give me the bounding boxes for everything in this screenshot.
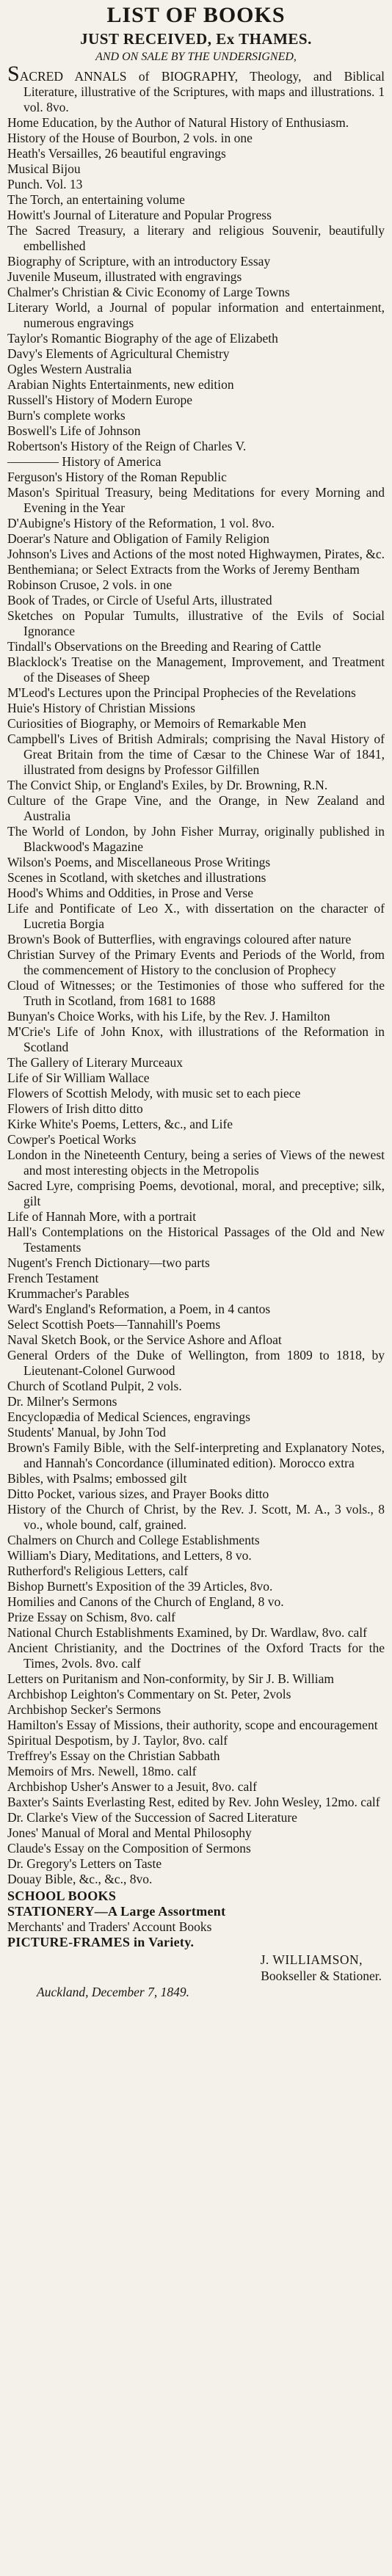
list-item: Cloud of Witnesses; or the Testimonies of those who suffered for the Truth in Scotland, from 1681 to 1688 xyxy=(7,978,385,1008)
list-item: Christian Survey of the Primary Events and Periods of the World, from the commencement of History to the conclusion of Prophecy xyxy=(7,947,385,977)
account-books-line: Merchants' and Traders' Account Books xyxy=(7,1919,212,1934)
list-item: Wilson's Poems, and Miscellaneous Prose Writings xyxy=(7,855,271,869)
list-item: Ancient Christianity, and the Doctrines of the Oxford Tracts for the Times, 2vols. 8vo. calf xyxy=(7,1641,385,1671)
list-item: Russell's History of Modern Europe xyxy=(7,393,193,407)
list-item: Book of Trades, or Circle of Useful Arts, illustrated xyxy=(7,593,272,607)
list-item: Johnson's Lives and Actions of the most noted Highwaymen, Pirates, &c. xyxy=(7,547,385,561)
list-item: Ditto Pocket, various sizes, and Prayer Books ditto xyxy=(7,1486,269,1501)
list-item: Scenes in Scotland, with sketches and illustrations xyxy=(7,870,266,885)
list-item: Archbishop Usher's Answer to a Jesuit, 8vo. calf xyxy=(7,1779,257,1794)
list-item: Chalmer's Christian & Civic Economy of Large Towns xyxy=(7,285,290,299)
list-item: French Testament xyxy=(7,1271,99,1285)
book-list xyxy=(7,62,385,1887)
list-item: Boswell's Life of Johnson xyxy=(7,423,141,438)
list-item: The Gallery of Literary Murceaux xyxy=(7,1055,184,1070)
list-item: General Orders of the Duke of Wellington, from 1809 to 1818, by Lieutenant-Colonel Gurwood xyxy=(7,1348,385,1378)
list-item: Archbishop Secker's Sermons xyxy=(7,1702,161,1717)
list-item: William's Diary, Meditations, and Letters, 8 vo. xyxy=(7,1548,252,1563)
list-item: Encyclopædia of Medical Sciences, engravings xyxy=(7,1409,250,1424)
list-item: Cowper's Poetical Works xyxy=(7,1132,137,1147)
list-item: Kirke White's Poems, Letters, &c., and Life xyxy=(7,1117,233,1131)
list-item: Life of Hannah More, with a portrait xyxy=(7,1209,197,1224)
picture-frames-line: PICTURE-FRAMES in Variety. xyxy=(7,1935,195,1949)
list-item: Krummacher's Parables xyxy=(7,1286,129,1301)
list-item: Letters on Puritanism and Non-conformity, by Sir J. B. William xyxy=(7,1671,335,1686)
footer xyxy=(7,1889,385,2000)
list-item: Culture of the Grape Vine, and the Orange, in New Zealand and Australia xyxy=(7,793,385,823)
list-item: Flowers of Irish ditto ditto xyxy=(7,1101,143,1116)
list-item: Douay Bible, &c., &c., 8vo. xyxy=(7,1872,153,1886)
list-item: Robinson Crusoe, 2 vols. in one xyxy=(7,577,173,592)
list-item: Prize Essay on Schism, 8vo. calf xyxy=(7,1610,175,1624)
list-item: History of the House of Bourbon, 2 vols. in one xyxy=(7,131,253,145)
list-item: Archbishop Leighton's Commentary on St. Peter, 2vols xyxy=(7,1687,291,1701)
list-item: D'Aubigne's History of the Reformation, 1 vol. 8vo. xyxy=(7,516,275,530)
list-item: Flowers of Scottish Melody, with music set to each piece xyxy=(7,1086,301,1101)
list-item: Life of Sir William Wallace xyxy=(7,1070,150,1085)
list-item: The Sacred Treasury, a literary and religious Souvenir, beautifully embellished xyxy=(7,223,385,253)
list-item: Burn's complete works xyxy=(7,408,126,423)
list-item: Biography of Scripture, with an introductory Essay xyxy=(7,254,271,269)
list-item: Musical Bijou xyxy=(7,161,81,176)
list-item: Chalmers on Church and College Establishments xyxy=(7,1533,260,1547)
list-item: Homilies and Canons of the Church of England, 8 vo. xyxy=(7,1594,284,1609)
list-item: London in the Nineteenth Century, being a series of Views of the newest and most interesting objects in the Metropolis xyxy=(7,1147,385,1178)
signature-title: Bookseller & Stationer. xyxy=(261,1969,382,1983)
list-item: M'Crie's Life of John Knox, with illustrations of the Reformation in Scotland xyxy=(7,1024,385,1054)
list-item: The Torch, an entertaining volume xyxy=(7,192,185,207)
list-item: Bunyan's Choice Works, with his Life, by the Rev. J. Hamilton xyxy=(7,1009,330,1024)
list-item: M'Leod's Lectures upon the Principal Prophecies of the Revelations xyxy=(7,685,356,700)
list-item: Tindall's Observations on the Breeding and Rearing of Cattle xyxy=(7,639,322,654)
list-item: Hamilton's Essay of Missions, their authority, scope and encouragement xyxy=(7,1718,378,1732)
list-item: The World of London, by John Fisher Murray, originally published in Blackwood's Magazine xyxy=(7,824,385,854)
list-item: Home Education, by the Author of Natural History of Enthusiasm. xyxy=(7,115,349,130)
dateline: Auckland, December 7, 1849. xyxy=(37,1985,189,1999)
list-item: Rutherford's Religious Letters, calf xyxy=(7,1564,189,1578)
list-item: Robertson's History of the Reign of Charles V. xyxy=(7,439,247,453)
list-item: Memoirs of Mrs. Newell, 18mo. calf xyxy=(7,1764,197,1778)
list-item: Hall's Contemplations on the Historical Passages of the Old and New Testaments xyxy=(7,1225,385,1255)
list-item: Taylor's Romantic Biography of the age of Elizabeth xyxy=(7,331,278,346)
list-item: Jones' Manual of Moral and Mental Philosophy xyxy=(7,1825,252,1840)
list-item: Baxter's Saints Everlasting Rest, edited by Rev. John Wesley, 12mo. calf xyxy=(7,1795,380,1809)
stationery-line: STATIONERY—A Large Assortment xyxy=(7,1904,226,1919)
list-item: Curiosities of Biography, or Memoirs of Remarkable Men xyxy=(7,716,307,731)
page-title: LIST OF BOOKS xyxy=(106,3,286,27)
list-item: Hood's Whims and Oddities, in Prose and Verse xyxy=(7,886,253,900)
list-item: Sketches on Popular Tumults, illustrative of the Evils of Social Ignorance xyxy=(7,608,385,638)
on-sale-line: AND ON SALE BY THE UNDERSIGNED, xyxy=(95,51,297,63)
list-item: History of the Church of Christ, by the Rev. J. Scott, M. A., 3 vols., 8 vo., whole bound, calf, grained. xyxy=(7,1502,385,1532)
list-item: Students' Manual, by John Tod xyxy=(7,1425,166,1440)
list-item: Arabian Nights Entertainments, new edition xyxy=(7,377,234,392)
list-item: Howitt's Journal of Literature and Popular Progress xyxy=(7,208,272,222)
list-item: Benthemiana; or Select Extracts from the Works of Jeremy Bentham xyxy=(7,562,360,577)
list-item: Doerar's Nature and Obligation of Family Religion xyxy=(7,531,269,546)
list-item: Davy's Elements of Agricultural Chemistry xyxy=(7,346,230,361)
list-item: Treffrey's Essay on the Christian Sabbath xyxy=(7,1748,220,1763)
list-item: Life and Pontificate of Leo X., with dissertation on the character of Lucretia Borgia xyxy=(7,901,385,931)
list-item: Spiritual Despotism, by J. Taylor, 8vo. calf xyxy=(7,1733,228,1748)
list-item: The Convict Ship, or England's Exiles, by Dr. Browning, R.N. xyxy=(7,778,328,792)
list-item: Blacklock's Treatise on the Management, Improvement, and Treatment of the Diseases of Sheep xyxy=(7,654,385,685)
list-item: Bishop Burnett's Exposition of the 39 Articles, 8vo. xyxy=(7,1579,273,1594)
list-item: Bibles, with Psalms; embossed gilt xyxy=(7,1471,187,1486)
list-item: Brown's Book of Butterflies, with engravings coloured after nature xyxy=(7,932,352,946)
list-item: Church of Scotland Pulpit, 2 vols. xyxy=(7,1379,182,1393)
list-item: National Church Establishments Examined, by Dr. Wardlaw, 8vo. calf xyxy=(7,1625,367,1640)
list-item: Claude's Essay on the Composition of Sermons xyxy=(7,1841,251,1856)
list-item: Heath's Versailles, 26 beautiful engravings xyxy=(7,146,226,161)
list-item: ———— History of America xyxy=(7,454,161,469)
list-item: SACRED ANNALS of BIOGRAPHY, Theology, and Biblical Literature, illustrative of the Scriptures, with maps and illustrations. 1 vol. 8vo. xyxy=(7,62,385,114)
subtitle: JUST RECEIVED, Ex THAMES. xyxy=(80,30,312,48)
list-item: Brown's Family Bible, with the Self-interpreting and Explanatory Notes, and Hannah's Concordance (illuminated edition). Morocco extra xyxy=(7,1440,385,1470)
list-item: Campbell's Lives of British Admirals; comprising the Naval History of Great Britain from the time of Cæsar to the Chinese War of 1841, illustrated from designs by Professor Gilfillen xyxy=(7,731,385,777)
list-item: Dr. Milner's Sermons xyxy=(7,1394,117,1409)
signature-name: J. WILLIAMSON, xyxy=(260,1952,363,1967)
school-books-line: SCHOOL BOOKS xyxy=(7,1889,117,1903)
list-item: Dr. Gregory's Letters on Taste xyxy=(7,1856,162,1871)
list-item: Huie's History of Christian Missions xyxy=(7,701,195,715)
list-item: Ferguson's History of the Roman Republic xyxy=(7,470,227,484)
list-item: Punch. Vol. 13 xyxy=(7,177,83,191)
list-item: Ogles Western Australia xyxy=(7,362,132,376)
list-item: Ward's England's Reformation, a Poem, in 4 cantos xyxy=(7,1302,271,1316)
list-item: Literary World, a Journal of popular information and entertainment, numerous engravings xyxy=(7,300,385,330)
list-item: Nugent's French Dictionary—two parts xyxy=(7,1255,210,1270)
list-item: Juvenile Museum, illustrated with engravings xyxy=(7,269,242,284)
list-item: Dr. Clarke's View of the Succession of Sacred Literature xyxy=(7,1810,297,1825)
list-item: Sacred Lyre, comprising Poems, devotional, moral, and preceptive; silk, gilt xyxy=(7,1178,385,1208)
list-item: Select Scottish Poets—Tannahill's Poems xyxy=(7,1317,221,1332)
list-item: Mason's Spiritual Treasury, being Meditations for every Morning and Evening in the Year xyxy=(7,485,385,515)
list-item: Naval Sketch Book, or the Service Ashore and Afloat xyxy=(7,1332,282,1347)
